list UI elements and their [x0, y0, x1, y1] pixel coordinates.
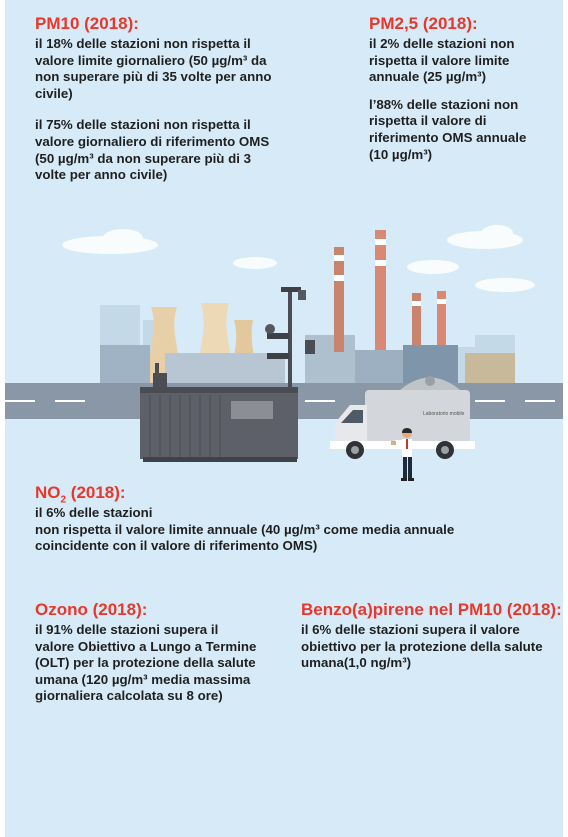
no2-title-prefix: NO [35, 483, 61, 502]
no2-title-subscript: 2 [60, 494, 67, 506]
van-label: Laboratorio mobile [423, 411, 465, 417]
no2-line-3: coincidente con il valore di riferimento OMS) [35, 538, 318, 554]
ozono-body [35, 622, 261, 705]
benzo-title: Benzo(a)pirene nel PM10 (2018): [301, 600, 562, 619]
no2-title-suffix: (2018): [66, 483, 126, 502]
ozono-text: il 91% delle stazioni supera il valore Obiettivo a Lungo a Termine (OLT) per la protezione della salute umana (120 µg/m³ media massima giornaliera calcolata su 8 ore) [35, 622, 257, 704]
pm25-paragraph-2 [369, 97, 541, 163]
pm25-p2-text: l’88% delle stazioni non rispetta il valore di riferimento OMS annuale (10 µg/m³) [369, 96, 527, 162]
pm10-paragraph-1 [35, 36, 285, 102]
pm25-body [369, 36, 541, 163]
pm10-paragraph-2 [35, 117, 285, 183]
pm25-paragraph-1 [369, 36, 541, 86]
benzo-body [301, 622, 557, 672]
industrial-city-illustration [5, 225, 563, 495]
no2-line-2: non rispetta il valore limite annuale (40 µg/m³ come media annuale [35, 521, 455, 537]
pm10-p2-text: il 75% delle stazioni non rispetta il valore giornaliero di riferimento OMS (50 µg/m³ da non superare più di 3 volte per anno civile) [35, 117, 270, 183]
pm10-p1-text: il 18% delle stazioni non rispetta il valore limite giornaliero (50 µg/m³ da non superare più di 35 volte per anno civile) [35, 36, 272, 101]
pm10-title: PM10 (2018): [35, 14, 139, 33]
cloud-icons [62, 225, 535, 292]
benzo-text: il 6% delle stazioni supera il valore obiettivo per la protezione della salute umana(1,0 ng/m³) [301, 622, 543, 671]
infographic-page [5, 0, 563, 837]
pm25-title: PM2,5 (2018): [369, 14, 478, 33]
pm25-p1-text: il 2% delle stazioni non rispetta il valore limite annuale (25 µg/m³) [369, 36, 515, 85]
ozono-title: Ozono (2018): [35, 600, 148, 619]
no2-line-1: il 6% delle stazioni [35, 505, 153, 520]
pm10-body [35, 36, 285, 184]
no2-body [35, 505, 555, 555]
